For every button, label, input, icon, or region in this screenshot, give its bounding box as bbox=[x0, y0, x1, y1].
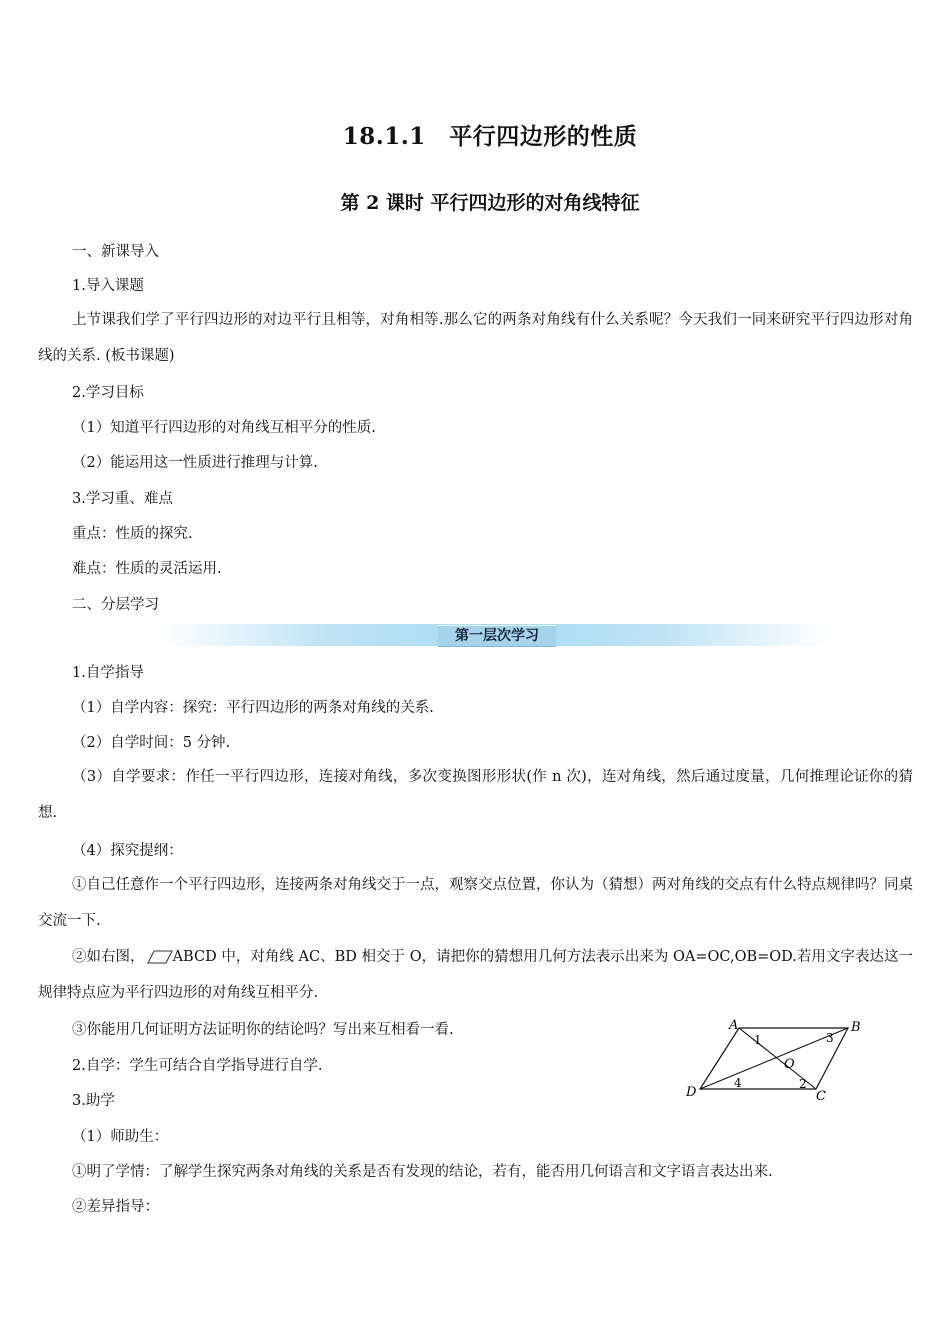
parallelogram-figure bbox=[680, 1018, 870, 1102]
exploration-outline-heading: （4）探究提纲： bbox=[72, 843, 183, 859]
key-point: 重点：性质的探究. bbox=[72, 526, 193, 542]
lesson-subtitle: 第 2 课时 平行四边形的对角线特征 bbox=[340, 192, 640, 214]
exploration-item-1: ①自己任意作一个平行四边形，连接两条对角线交于一点，观察交点位置，你认为（猜想）两对角线的交点有什么特点规律吗？同桌交流一下. bbox=[38, 877, 913, 929]
study-requirement: （3）自学要求：作任一平行四边形，连接对角线，多次变换图形形状(作 n 次)，连对角线，然后通过度量，几何推理论证你的猜想. bbox=[38, 769, 913, 821]
study-time: （2）自学时间：5 分钟. bbox=[72, 735, 231, 751]
heading-import-topic: 1.导入课题 bbox=[72, 278, 144, 294]
angle-label-2: 2 bbox=[799, 1077, 807, 1091]
angle-label-1: 1 bbox=[754, 1033, 762, 1047]
vertex-label-b: B bbox=[851, 1020, 861, 1035]
teacher-helps-student: （1）师助生： bbox=[72, 1129, 169, 1145]
page-title: 18.1.1 平行四边形的性质 bbox=[342, 123, 638, 150]
vertex-label-d: D bbox=[686, 1085, 697, 1100]
intro-paragraph: 上节课我们学了平行四边形的对边平行且相等，对角相等.那么它的两条对角线有什么关系呢？今天我们一同来研究平行四边形对角线的关系. (板书课题) bbox=[38, 312, 913, 364]
difficulty-point: 难点：性质的灵活运用. bbox=[72, 561, 222, 577]
exploration-item-3: ③你能用几何证明方法证明你的结论吗？写出来互相看一看. bbox=[72, 1022, 454, 1038]
heading-self-study-guide: 1.自学指导 bbox=[72, 665, 144, 681]
self-study-note: 2.自学：学生可结合自学指导进行自学. bbox=[72, 1058, 323, 1074]
intersection-label-o: O bbox=[784, 1057, 795, 1072]
angle-label-3: 3 bbox=[826, 1031, 834, 1045]
level-banner-label: 第一层次学习 bbox=[438, 625, 556, 647]
teacher-item-1: ①明了学情：了解学生探究两条对角线的关系是否有发现的结论，若有，能否用几何语言和文字语言表达出来. bbox=[72, 1164, 773, 1180]
study-content: （1）自学内容：探究：平行四边形的两条对角线的关系. bbox=[72, 700, 434, 716]
goal-item-1: （1）知道平行四边形的对角线互相平分的性质. bbox=[72, 420, 376, 436]
section-heading-intro: 一、新课导入 bbox=[72, 244, 159, 260]
heading-assisted-study: 3.助学 bbox=[72, 1093, 115, 1109]
exploration-item-2-lead: ②如右图， bbox=[72, 949, 145, 965]
vertex-label-c: C bbox=[816, 1089, 826, 1102]
vertex-label-a: A bbox=[729, 1018, 739, 1033]
heading-key-points: 3.学习重、难点 bbox=[72, 491, 173, 507]
level-banner bbox=[160, 624, 830, 646]
exploration-item-2-body: ABCD 中，对角线 AC、BD 相交于 O，请把你的猜想用几何方法表示出来为 OA=OC,OB=OD.若用文字表达这一规律特点应为平行四边形的对角线互相平分. bbox=[38, 949, 913, 1001]
parallelogram-symbol-icon bbox=[147, 950, 173, 964]
goal-item-2: （2）能运用这一性质进行推理与计算. bbox=[72, 455, 318, 471]
teacher-item-2: ②差异指导： bbox=[72, 1199, 159, 1215]
section-heading-layered: 二、分层学习 bbox=[72, 597, 159, 613]
exploration-item-2 bbox=[38, 939, 913, 1011]
angle-label-4: 4 bbox=[734, 1076, 742, 1090]
heading-learning-goals: 2.学习目标 bbox=[72, 385, 144, 401]
